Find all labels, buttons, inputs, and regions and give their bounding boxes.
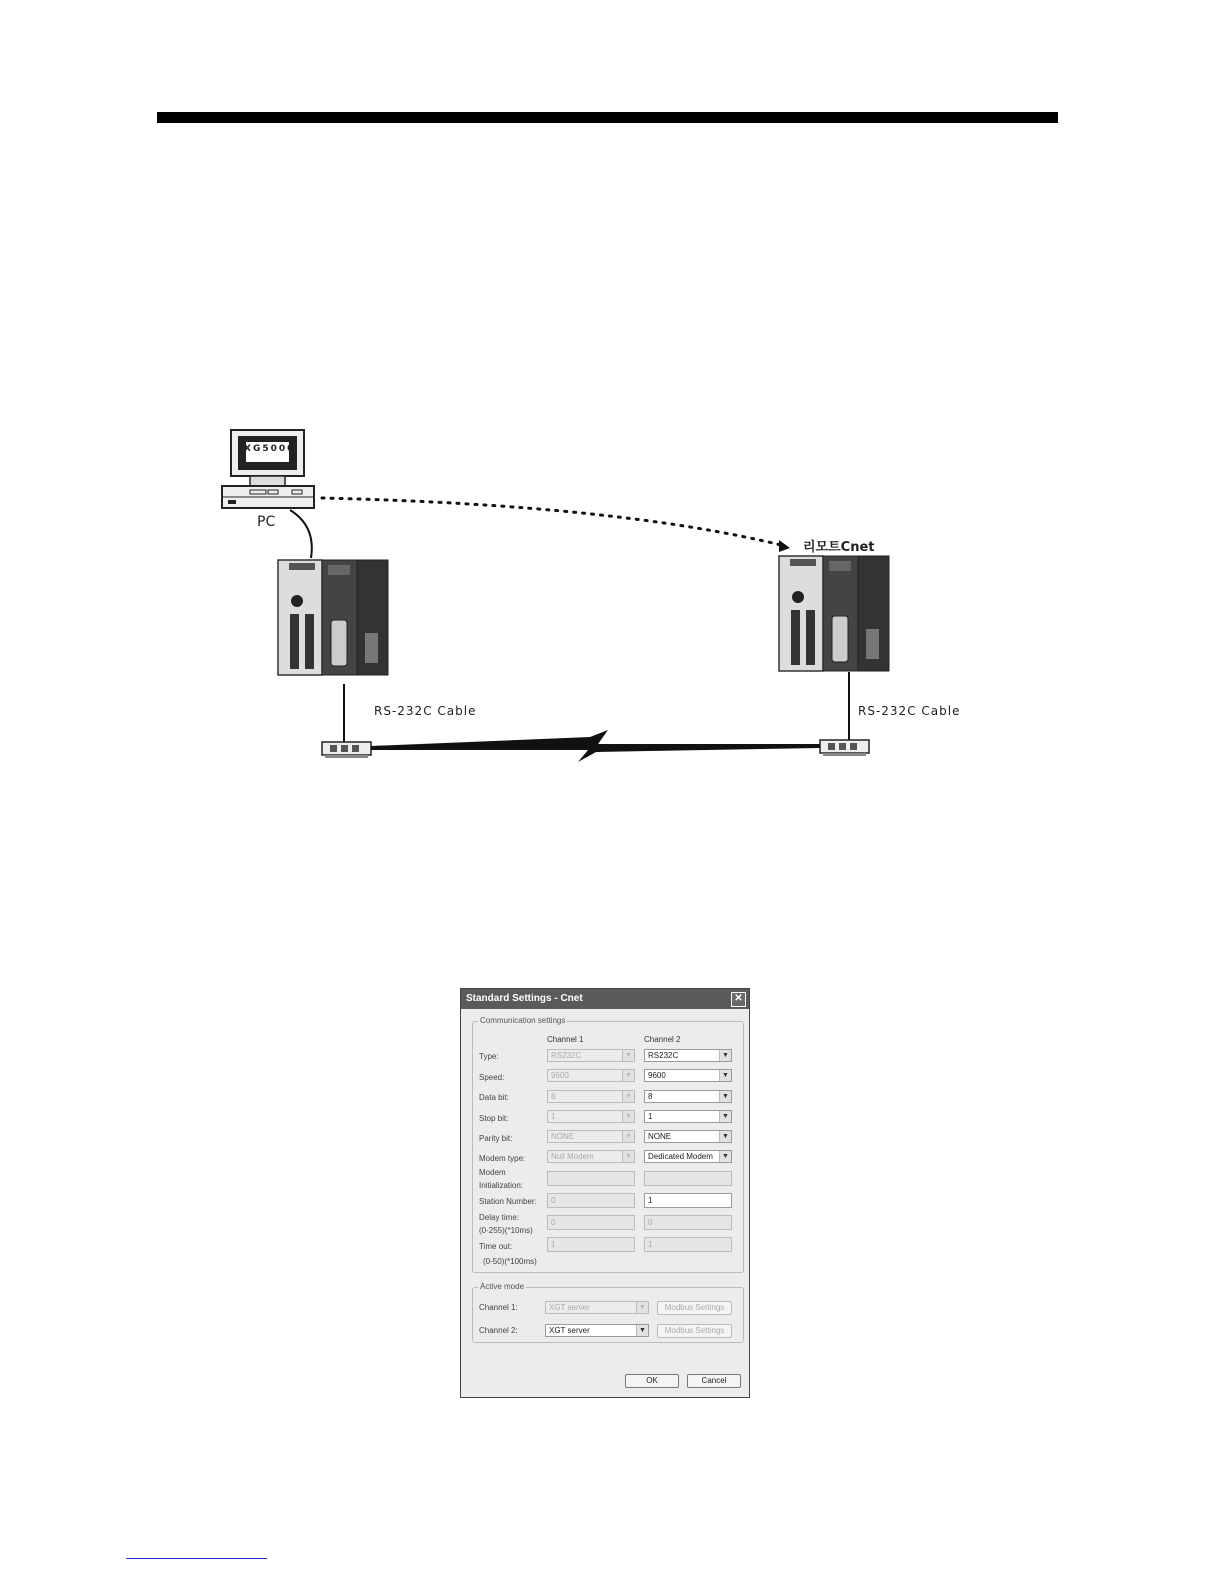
active-channel2-label: Channel 2: [479,1326,518,1335]
channel1-modem-type-value: Null Modem [551,1152,594,1161]
dialog-titlebar [461,989,749,1009]
modem-left-icon [322,742,371,758]
channel2-modbus-settings-button[interactable]: Modbus Settings [657,1324,732,1338]
channel1-data-bit-value: 8 [551,1092,556,1101]
channel1-modbus-settings-button[interactable]: Modbus Settings [657,1301,732,1315]
chevron-down-icon: ▼ [719,1111,731,1122]
channel1-station-input[interactable]: 0 [547,1193,635,1208]
channel1-timeout-input[interactable]: 1 [547,1237,635,1252]
channel2-type-value: RS232C [648,1051,679,1060]
channel1-modem-init-input[interactable] [547,1171,635,1186]
channel1-speed-select[interactable] [547,1069,635,1082]
channel2-modem-init-input[interactable] [644,1171,732,1186]
chevron-down-icon: ▼ [636,1302,648,1313]
active-mode-legend: Active mode [480,1282,525,1291]
footer-rule [126,1558,267,1559]
timeout-label-2: (0-50)(*100ms) [483,1257,537,1266]
chevron-down-icon: ▼ [719,1070,731,1081]
delay-time-label-2: (0-255)(*10ms) [479,1226,533,1235]
telephone-line-icon [371,730,820,762]
plc-left-icon [278,560,388,675]
remote-cnet-label: 리모트Cnet [803,540,875,555]
pc-icon [222,430,314,508]
channel1-parity-bit-value: NONE [551,1132,575,1141]
chevron-down-icon: ▼ [622,1050,634,1061]
channel2-parity-bit-value: NONE [648,1132,672,1141]
channel2-speed-select[interactable] [644,1069,732,1082]
stop-bit-label: Stop bit: [479,1114,509,1123]
channel1-parity-bit-select[interactable] [547,1130,635,1143]
chevron-down-icon: ▼ [622,1131,634,1142]
channel2-stop-bit-value: 1 [648,1112,653,1121]
channel1-type-select[interactable] [547,1049,635,1062]
channel1-type-value: RS232C [551,1051,582,1060]
modem-right-icon [820,740,869,756]
channel2-header: Channel 2 [644,1035,681,1044]
chevron-down-icon: ▼ [622,1091,634,1102]
modem-init-label-2: Initialization: [479,1181,524,1190]
close-icon[interactable]: ✕ [731,992,746,1007]
modem-type-label: Modem type: [479,1154,526,1163]
channel2-data-bit-select[interactable] [644,1090,732,1103]
monitor-text: XG5000 [244,444,296,454]
pc-label: PC [257,514,276,530]
station-number-label: Station Number: [479,1197,537,1206]
active-channel1-value: XGT server [549,1303,590,1312]
standard-settings-dialog [460,988,750,1398]
cable-label-left: RS-232C Cable [374,704,477,718]
channel1-stop-bit-select[interactable] [547,1110,635,1123]
channel2-modem-type-select[interactable] [644,1150,732,1163]
delay-time-label-1: Delay time: [479,1213,520,1222]
channel1-stop-bit-value: 1 [551,1112,556,1121]
channel2-delay-input[interactable]: 0 [644,1215,732,1230]
channel2-modem-type-value: Dedicated Modem [648,1152,713,1161]
type-label: Type: [479,1052,499,1061]
channel2-station-input[interactable]: 1 [644,1193,732,1208]
chevron-down-icon: ▼ [719,1131,731,1142]
pc-cable [290,510,312,558]
active-channel1-label: Channel 1: [479,1303,518,1312]
chevron-down-icon: ▼ [622,1070,634,1081]
chevron-down-icon: ▼ [719,1050,731,1061]
modem-init-label-1: Modem [479,1168,506,1177]
plc-right-icon [779,556,889,671]
chevron-down-icon: ▼ [622,1151,634,1162]
speed-label: Speed: [479,1073,505,1082]
chevron-down-icon: ▼ [622,1111,634,1122]
timeout-label-1: Time out: [479,1242,513,1251]
channel2-data-bit-value: 8 [648,1092,653,1101]
channel1-header: Channel 1 [547,1035,584,1044]
ok-button[interactable]: OK [625,1374,679,1388]
cancel-button[interactable]: Cancel [687,1374,741,1388]
communication-settings-legend: Communication settings [480,1016,566,1025]
active-channel2-select[interactable] [545,1324,649,1337]
channel2-speed-value: 9600 [648,1071,666,1080]
chevron-down-icon: ▼ [719,1151,731,1162]
remote-access-path [322,498,785,546]
active-channel1-select[interactable] [545,1301,649,1314]
active-channel2-value: XGT server [549,1326,590,1335]
channel2-parity-bit-select[interactable] [644,1130,732,1143]
chevron-down-icon: ▼ [719,1091,731,1102]
dialog-title: Standard Settings - Cnet [466,993,583,1004]
channel2-timeout-input[interactable]: 1 [644,1237,732,1252]
channel1-delay-input[interactable]: 0 [547,1215,635,1230]
data-bit-label: Data bit: [479,1093,509,1102]
channel1-data-bit-select[interactable] [547,1090,635,1103]
channel2-type-select[interactable] [644,1049,732,1062]
parity-bit-label: Parity bit: [479,1134,513,1143]
chevron-down-icon: ▼ [636,1325,648,1336]
channel2-stop-bit-select[interactable] [644,1110,732,1123]
arrow-head-icon [779,540,790,552]
cable-label-right: RS-232C Cable [858,704,961,718]
channel1-modem-type-select[interactable] [547,1150,635,1163]
channel1-speed-value: 9600 [551,1071,569,1080]
